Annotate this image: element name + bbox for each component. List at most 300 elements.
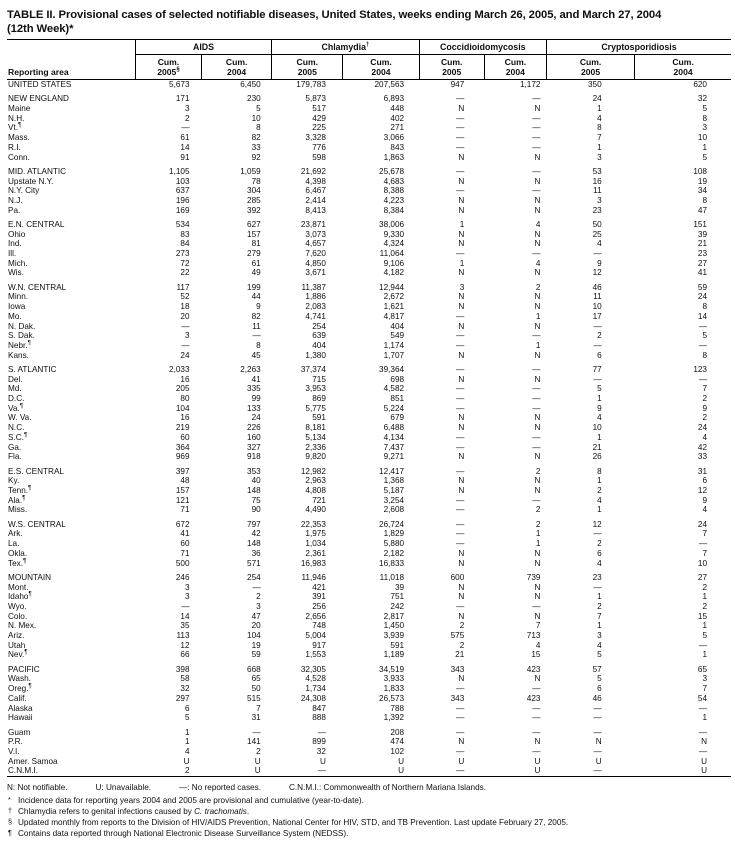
footnote-marker: §: [8, 817, 12, 827]
value-cell: 421: [312, 582, 326, 592]
value-cell: —: [456, 495, 465, 505]
value-cell: 350: [588, 80, 602, 89]
value-cell: 4,223: [383, 195, 405, 205]
value-cell: 3: [256, 601, 261, 611]
value-cell: 7: [535, 621, 541, 631]
value-cell: 90: [251, 505, 261, 515]
value-cell: —: [593, 374, 602, 384]
value-cell: 273: [175, 249, 190, 259]
footnote-legend-item: U: Unavailable.: [95, 783, 152, 793]
value-cell: 50: [592, 219, 602, 229]
row-label: N.J.: [8, 195, 23, 205]
row-label: Ala.¶: [8, 494, 26, 505]
value-cell: 3: [184, 104, 190, 113]
value-cell: —: [456, 766, 465, 776]
value-cell: 2,263: [240, 364, 261, 374]
value-cell: 78: [251, 176, 261, 186]
value-cell: N: [534, 737, 541, 747]
value-cell: 1: [535, 539, 541, 549]
value-cell: —: [532, 442, 541, 452]
value-cell: 36: [251, 548, 261, 558]
value-cell: 713: [526, 631, 541, 641]
value-cell: 3: [597, 195, 602, 205]
value-cell: —: [532, 142, 541, 152]
value-cell: N: [458, 413, 465, 423]
value-cell: 82: [251, 311, 261, 321]
row-label: Nebr.¶: [8, 340, 31, 350]
value-cell: 25: [592, 229, 602, 239]
value-cell: N: [534, 413, 541, 423]
value-cell: N: [534, 268, 541, 278]
value-cell: —: [456, 123, 465, 133]
value-cell: 5: [597, 674, 602, 684]
value-cell: 9,106: [383, 258, 405, 268]
value-cell: 10: [592, 423, 602, 433]
table-row: [7, 283, 731, 293]
value-cell: 6: [597, 684, 602, 694]
value-cell: 7,437: [383, 442, 405, 452]
value-cell: —: [456, 403, 465, 413]
table-row: [7, 747, 731, 757]
row-label: N.Y. City: [8, 186, 40, 196]
value-cell: —: [456, 113, 465, 123]
value-cell: U: [701, 766, 707, 776]
value-cell: 2,361: [305, 548, 326, 558]
row-label: C.N.M.I.: [8, 766, 39, 776]
value-cell: 1: [702, 713, 707, 723]
column-header-year-label: 2004: [505, 67, 525, 77]
table-row: [7, 167, 731, 177]
value-cell: N: [458, 321, 465, 331]
table-row: [7, 433, 731, 443]
value-cell: 1: [535, 340, 541, 350]
row-label: N.H.: [8, 113, 25, 123]
value-cell: 15: [531, 650, 541, 660]
value-cell: —: [317, 766, 326, 776]
value-cell: 246: [175, 572, 190, 582]
value-cell: —: [532, 249, 541, 259]
value-cell: 7: [597, 133, 602, 143]
value-cell: 1: [597, 592, 602, 602]
value-cell: —: [532, 727, 541, 737]
value-cell: 8: [702, 302, 707, 312]
row-label: Tex.¶: [8, 557, 27, 568]
value-cell: 847: [312, 703, 326, 713]
value-cell: 392: [247, 205, 261, 215]
value-cell: 1,833: [383, 684, 405, 694]
footnote-notes: [7, 795, 731, 840]
row-label: S.C.¶: [8, 432, 28, 442]
value-cell: 8: [256, 340, 261, 350]
value-cell: U: [595, 756, 602, 766]
value-cell: 627: [247, 219, 261, 229]
row-label: Md.: [8, 384, 22, 394]
value-cell: N: [458, 374, 465, 384]
column-group-cryptosporidiosis: Cryptosporidiosis: [546, 40, 731, 55]
value-cell: 500: [175, 558, 190, 568]
value-cell: 7: [256, 703, 261, 713]
table-row: [7, 612, 731, 622]
value-cell: 2: [459, 621, 465, 631]
value-cell: 33: [697, 452, 707, 462]
value-cell: N: [458, 674, 465, 684]
column-group-chlamydia: Chlamydia†: [272, 40, 419, 55]
value-cell: —: [532, 403, 541, 413]
value-cell: 4,808: [305, 485, 326, 495]
value-cell: 1: [597, 476, 602, 486]
value-cell: —: [456, 311, 465, 321]
table-row: [7, 694, 731, 704]
value-cell: 1,863: [383, 152, 405, 162]
column-header-coccidioidomycosis-2004: [484, 55, 546, 80]
value-cell: 33: [251, 142, 261, 152]
value-cell: 103: [175, 176, 190, 186]
value-cell: 46: [592, 693, 602, 703]
table-row: [7, 220, 731, 230]
value-cell: 2: [184, 113, 190, 123]
value-cell: —: [456, 601, 465, 611]
value-cell: 5: [702, 104, 707, 113]
value-cell: 3,066: [383, 133, 405, 143]
value-cell: 364: [175, 442, 190, 452]
column-header-cum-label: Cum.: [440, 57, 463, 67]
value-cell: N: [534, 302, 541, 312]
row-label: Idaho¶: [8, 591, 32, 602]
value-cell: 600: [450, 572, 465, 582]
value-cell: 80: [180, 394, 190, 404]
value-cell: 1,380: [305, 350, 326, 360]
value-cell: 10: [697, 558, 707, 568]
value-cell: 60: [180, 432, 190, 442]
value-cell: 4: [702, 505, 707, 515]
value-cell: 22: [180, 268, 190, 278]
value-cell: 207,563: [374, 80, 405, 89]
row-label: Mass.: [8, 133, 30, 143]
value-cell: N: [458, 737, 465, 747]
value-cell: 6,488: [383, 423, 405, 433]
value-cell: N: [534, 374, 541, 384]
row-label: Nev.¶: [8, 649, 28, 660]
row-label: Ga.: [8, 442, 22, 452]
value-cell: 49: [251, 268, 261, 278]
value-cell: 22,353: [300, 519, 326, 529]
row-label: MOUNTAIN: [8, 572, 52, 582]
value-cell: 21,692: [300, 166, 326, 176]
value-cell: 2,963: [305, 476, 326, 486]
value-cell: 3: [597, 152, 602, 162]
value-cell: 2,182: [383, 548, 405, 558]
value-cell: —: [456, 713, 465, 723]
value-cell: 25,678: [379, 166, 405, 176]
value-cell: 16,833: [379, 558, 405, 568]
value-cell: 398: [175, 664, 190, 674]
footnote-legend-item: N: Not notifiable.: [7, 783, 68, 793]
value-cell: 91: [180, 152, 190, 162]
value-cell: 5: [256, 104, 261, 113]
value-cell: 6,893: [383, 94, 405, 104]
value-cell: 179,783: [296, 80, 326, 89]
table-row: [7, 486, 731, 496]
value-cell: 3: [702, 123, 707, 133]
value-cell: —: [456, 703, 465, 713]
value-cell: N: [458, 548, 465, 558]
value-cell: 620: [693, 80, 707, 89]
value-cell: 4: [597, 640, 602, 650]
value-cell: —: [456, 529, 465, 539]
value-cell: 1: [535, 529, 541, 539]
table-row: [7, 133, 731, 143]
table-row: [7, 443, 731, 453]
row-label: Utah: [8, 640, 26, 650]
value-cell: 27: [697, 258, 707, 268]
value-cell: —: [698, 703, 707, 713]
value-cell: 6: [184, 703, 190, 713]
value-cell: 27: [697, 572, 707, 582]
footnote-note: § Updated monthly from reports to the Division of HIV/AIDS Prevention, National Center for HIV, STD, and TB Prevention. Last update February 27, 2005.: [8, 817, 569, 828]
value-cell: 1: [459, 258, 465, 268]
value-cell: 42: [251, 529, 261, 539]
value-cell: 1: [535, 311, 541, 321]
column-header-year-label: 2004: [227, 67, 247, 77]
value-cell: N: [458, 292, 465, 302]
footnote-italic-text: C. trachomatis: [194, 806, 247, 816]
value-cell: 24: [180, 350, 190, 360]
value-cell: —: [698, 727, 707, 737]
value-cell: 751: [390, 592, 405, 602]
value-cell: —: [456, 94, 465, 104]
row-label: Alaska: [8, 703, 33, 713]
value-cell: —: [532, 186, 541, 196]
value-cell: —: [532, 113, 541, 123]
value-cell: 104: [247, 631, 261, 641]
value-cell: 4,817: [383, 311, 405, 321]
value-cell: 423: [526, 664, 541, 674]
value-cell: 3,939: [383, 631, 405, 641]
value-cell: 5: [597, 650, 602, 660]
value-cell: U: [458, 756, 465, 766]
table-row: [7, 674, 731, 684]
value-cell: 12,417: [379, 466, 405, 476]
column-header-aids-2005: [135, 55, 201, 80]
value-cell: 4: [597, 495, 602, 505]
value-cell: 1,034: [305, 539, 326, 549]
value-cell: 11,387: [301, 282, 326, 292]
value-cell: —: [698, 321, 707, 331]
value-cell: 171: [175, 94, 190, 104]
row-label: Mich.: [8, 258, 28, 268]
table-row: [7, 302, 731, 312]
table-row: [7, 423, 731, 433]
value-cell: 429: [312, 113, 326, 123]
value-cell: —: [532, 703, 541, 713]
value-cell: 9: [597, 403, 602, 413]
value-cell: 591: [390, 640, 405, 650]
value-cell: N: [701, 737, 707, 747]
value-cell: 24,308: [300, 693, 326, 703]
row-label: Hawaii: [8, 713, 33, 723]
value-cell: 53: [592, 166, 602, 176]
value-cell: 2,817: [383, 611, 405, 621]
value-cell: —: [181, 321, 190, 331]
value-cell: U: [398, 766, 405, 776]
value-cell: 9,330: [383, 229, 405, 239]
value-cell: —: [252, 331, 261, 341]
value-cell: 8: [702, 113, 707, 123]
value-cell: 5: [597, 384, 602, 394]
value-cell: 448: [390, 104, 405, 113]
value-cell: 5: [184, 713, 190, 723]
value-cell: 9,271: [383, 452, 405, 462]
table-row: [7, 413, 731, 423]
value-cell: N: [534, 229, 541, 239]
table-row: [7, 186, 731, 196]
value-cell: 4,528: [305, 674, 326, 684]
value-cell: 199: [247, 282, 261, 292]
value-cell: —: [593, 713, 602, 723]
value-cell: N: [458, 476, 465, 486]
value-cell: N: [458, 350, 465, 360]
value-cell: 123: [693, 364, 707, 374]
table-row: [7, 592, 731, 602]
value-cell: 11: [593, 186, 602, 196]
value-cell: 41: [180, 529, 190, 539]
value-cell: 4,182: [383, 268, 405, 278]
value-cell: —: [532, 94, 541, 104]
row-label: Oreg.¶: [8, 683, 32, 694]
value-cell: 668: [247, 664, 261, 674]
row-label: N.C.: [8, 423, 25, 433]
value-cell: 8: [597, 466, 602, 476]
value-cell: 679: [390, 413, 405, 423]
value-cell: 3: [702, 674, 707, 684]
value-cell: 2: [702, 601, 707, 611]
value-cell: 8: [702, 195, 707, 205]
value-cell: 32,305: [300, 664, 326, 674]
table-row: [7, 375, 731, 385]
value-cell: 391: [312, 592, 326, 602]
row-label: Miss.: [8, 505, 28, 515]
value-cell: 7: [597, 611, 602, 621]
footnote-legend-item: C.N.M.I.: Commonwealth of Northern Mariana Islands.: [288, 783, 487, 793]
value-cell: —: [456, 331, 465, 341]
value-cell: 5,134: [305, 432, 326, 442]
value-cell: —: [456, 249, 465, 259]
row-label: N. Mex.: [8, 621, 37, 631]
value-cell: 1,189: [383, 650, 405, 660]
value-cell: —: [532, 123, 541, 133]
value-cell: 843: [390, 142, 405, 152]
value-cell: N: [458, 592, 465, 602]
row-label: Iowa: [8, 302, 26, 312]
value-cell: N: [458, 582, 465, 592]
value-cell: 71: [180, 548, 190, 558]
value-cell: —: [593, 582, 602, 592]
value-cell: 797: [247, 519, 261, 529]
value-cell: N: [534, 350, 541, 360]
value-cell: 7: [702, 684, 707, 694]
table-body: [7, 80, 731, 777]
value-cell: 61: [180, 133, 190, 143]
value-cell: 32: [180, 684, 190, 694]
value-cell: 575: [450, 631, 465, 641]
value-cell: 2: [535, 466, 541, 476]
table-row: [7, 631, 731, 641]
value-cell: —: [532, 166, 541, 176]
row-label: W. Va.: [8, 413, 32, 423]
value-cell: 11: [593, 292, 602, 302]
value-cell: N: [534, 592, 541, 602]
value-cell: 1: [702, 592, 707, 602]
value-cell: 108: [693, 166, 707, 176]
value-cell: 169: [175, 205, 190, 215]
table-row: [7, 177, 731, 187]
value-cell: 1,975: [305, 529, 326, 539]
value-cell: 20: [251, 621, 261, 631]
value-cell: N: [534, 152, 541, 162]
value-cell: 9,820: [305, 452, 326, 462]
value-cell: 66: [180, 650, 190, 660]
row-label: R.I.: [8, 142, 21, 152]
table-row: [7, 259, 731, 269]
value-cell: —: [593, 340, 602, 350]
value-cell: N: [534, 582, 541, 592]
value-cell: N: [458, 423, 465, 433]
value-cell: 637: [175, 186, 190, 196]
value-cell: 8: [702, 350, 707, 360]
table-row: [7, 249, 731, 259]
value-cell: 21: [455, 650, 465, 660]
value-cell: N: [534, 104, 541, 113]
value-cell: N: [458, 611, 465, 621]
value-cell: N: [458, 205, 465, 215]
value-cell: 47: [251, 611, 261, 621]
value-cell: 3,254: [383, 495, 405, 505]
value-cell: 16: [180, 374, 190, 384]
column-header-year-label: 2005: [442, 67, 462, 77]
table-row: [7, 665, 731, 675]
value-cell: 917: [312, 640, 326, 650]
value-cell: 1: [184, 737, 190, 747]
value-cell: 7,620: [305, 249, 326, 259]
value-cell: 343: [450, 664, 465, 674]
column-header-coccidioidomycosis-2005: [419, 55, 484, 80]
value-cell: U: [254, 756, 261, 766]
value-cell: 226: [247, 423, 261, 433]
value-cell: 12: [592, 519, 602, 529]
value-cell: N: [458, 268, 465, 278]
value-cell: 1: [597, 142, 602, 152]
value-cell: N: [534, 611, 541, 621]
value-cell: 60: [180, 539, 190, 549]
row-label: W.N. CENTRAL: [8, 282, 67, 292]
footnote-legend-item: —: No reported cases.: [179, 783, 261, 793]
value-cell: 5,775: [305, 403, 326, 413]
table-row: [7, 153, 731, 163]
table-row: [7, 123, 731, 133]
footnote-note: † Chlamydia refers to genital infections caused by C. trachomatis.: [8, 805, 250, 816]
value-cell: N: [458, 485, 465, 495]
table-row: [7, 549, 731, 559]
value-cell: 26,724: [379, 519, 405, 529]
row-label: Fla.: [8, 452, 22, 462]
footnote-marker: †: [8, 805, 12, 815]
value-cell: 1,553: [305, 650, 326, 660]
value-cell: N: [534, 176, 541, 186]
column-header-cryptosporidiosis-2004: [635, 55, 731, 80]
table-row: [7, 539, 731, 549]
value-cell: 230: [247, 94, 261, 104]
value-cell: 1: [184, 727, 190, 737]
